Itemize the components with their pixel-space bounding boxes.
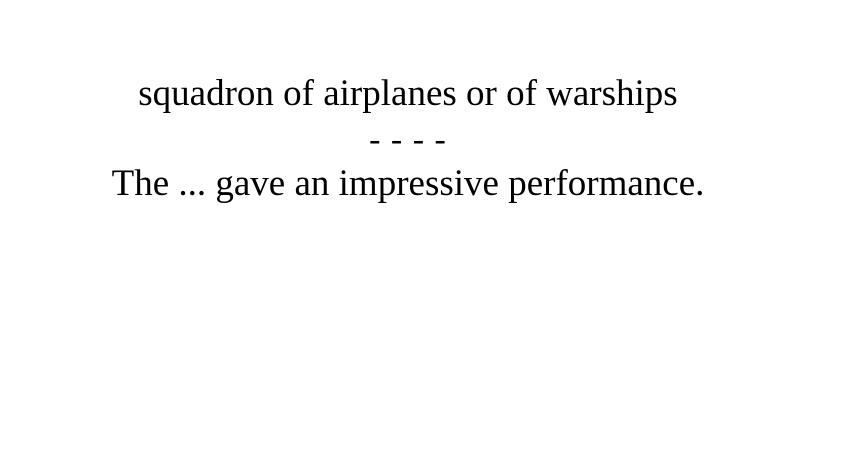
separator-dashes: - - - - [369,121,447,158]
definition-text: squadron of airplanes or of warships [138,73,678,114]
example-sentence: The ... gave an impressive performance. [111,163,705,204]
